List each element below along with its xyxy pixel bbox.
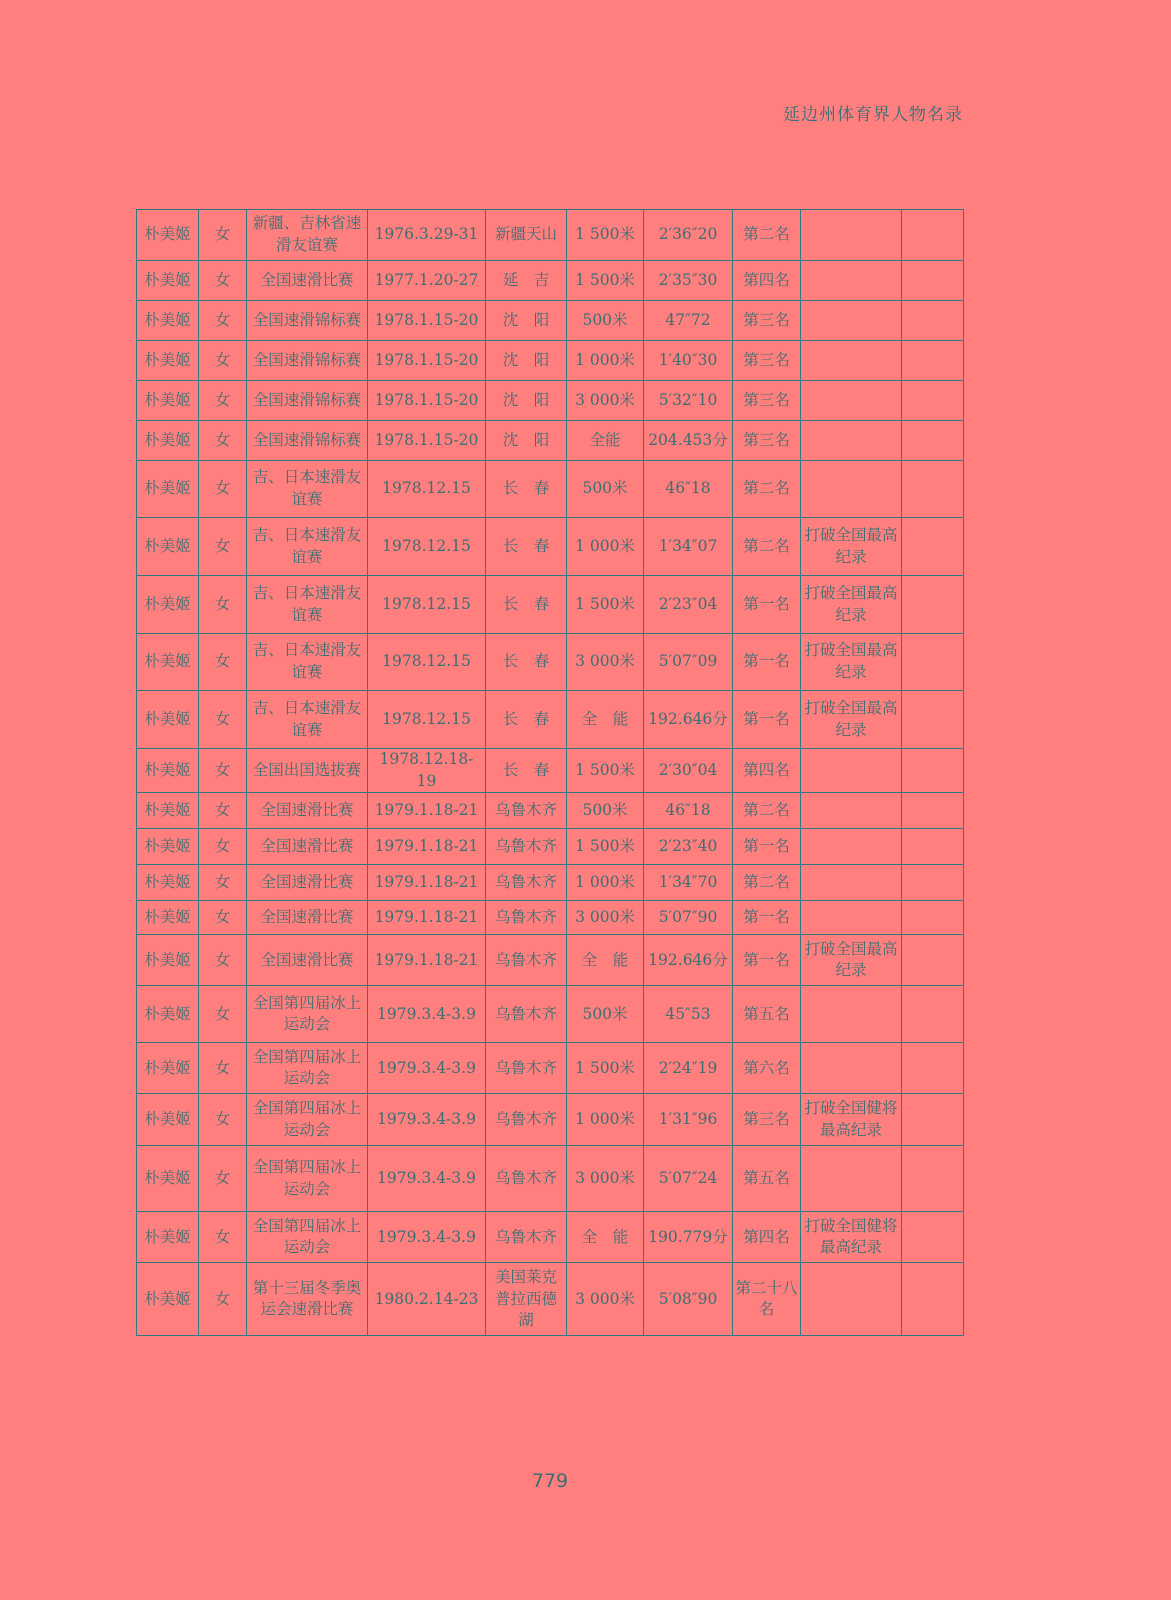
cell-blank bbox=[902, 1094, 964, 1146]
cell-blank bbox=[902, 1263, 964, 1336]
table-row bbox=[137, 341, 964, 381]
cell-name: 朴美姬 bbox=[137, 1212, 199, 1263]
cell-gender: 女 bbox=[199, 901, 247, 935]
table-row bbox=[137, 301, 964, 341]
cell-location: 乌鲁木齐 bbox=[486, 793, 567, 829]
cell-gender: 女 bbox=[199, 986, 247, 1043]
cell-note: 打破全国最高纪录 bbox=[801, 935, 902, 986]
cell-note: 打破全国最高纪录 bbox=[801, 576, 902, 634]
cell-name: 朴美姬 bbox=[137, 935, 199, 986]
cell-location: 乌鲁木齐 bbox=[486, 1043, 567, 1094]
cell-event: 全国第四届冰上运动会 bbox=[247, 1212, 368, 1263]
cell-distance: 500米 bbox=[567, 461, 644, 518]
cell-placing: 第三名 bbox=[733, 301, 801, 341]
cell-result: 46″18 bbox=[644, 461, 733, 518]
table-row bbox=[137, 901, 964, 935]
cell-blank bbox=[902, 986, 964, 1043]
table-row bbox=[137, 935, 964, 986]
cell-distance: 3 000米 bbox=[567, 1146, 644, 1212]
cell-name: 朴美姬 bbox=[137, 829, 199, 865]
cell-date: 1978.1.15-20 bbox=[368, 341, 486, 381]
cell-distance: 1 500米 bbox=[567, 749, 644, 793]
cell-date: 1979.3.4-3.9 bbox=[368, 1094, 486, 1146]
table-row bbox=[137, 261, 964, 301]
cell-event: 吉、日本速滑友谊赛 bbox=[247, 518, 368, 576]
cell-note bbox=[801, 461, 902, 518]
cell-date: 1979.3.4-3.9 bbox=[368, 986, 486, 1043]
cell-placing: 第一名 bbox=[733, 935, 801, 986]
cell-event: 全国速滑比赛 bbox=[247, 829, 368, 865]
cell-note bbox=[801, 829, 902, 865]
cell-distance: 1 500米 bbox=[567, 829, 644, 865]
cell-blank bbox=[902, 634, 964, 691]
cell-location: 乌鲁木齐 bbox=[486, 986, 567, 1043]
cell-name: 朴美姬 bbox=[137, 691, 199, 749]
cell-note bbox=[801, 381, 902, 421]
cell-result: 5′07″09 bbox=[644, 634, 733, 691]
cell-note bbox=[801, 210, 902, 261]
cell-location: 乌鲁木齐 bbox=[486, 935, 567, 986]
cell-result: 46″18 bbox=[644, 793, 733, 829]
cell-blank bbox=[902, 865, 964, 901]
cell-blank bbox=[902, 935, 964, 986]
cell-date: 1978.12.15 bbox=[368, 576, 486, 634]
cell-location: 乌鲁木齐 bbox=[486, 865, 567, 901]
cell-location: 沈 阳 bbox=[486, 341, 567, 381]
cell-result: 1′34″07 bbox=[644, 518, 733, 576]
running-head-title: 延边州体育界人物名录 bbox=[783, 105, 963, 125]
cell-distance: 3 000米 bbox=[567, 1263, 644, 1336]
cell-blank bbox=[902, 1146, 964, 1212]
cell-location: 新疆天山 bbox=[486, 210, 567, 261]
cell-gender: 女 bbox=[199, 865, 247, 901]
table-row bbox=[137, 1094, 964, 1146]
cell-name: 朴美姬 bbox=[137, 461, 199, 518]
cell-name: 朴美姬 bbox=[137, 301, 199, 341]
cell-event: 全国速滑比赛 bbox=[247, 865, 368, 901]
cell-result: 2′23″40 bbox=[644, 829, 733, 865]
cell-location: 长 春 bbox=[486, 518, 567, 576]
cell-blank bbox=[902, 210, 964, 261]
cell-distance: 1 500米 bbox=[567, 210, 644, 261]
cell-date: 1979.1.18-21 bbox=[368, 829, 486, 865]
cell-gender: 女 bbox=[199, 691, 247, 749]
cell-gender: 女 bbox=[199, 381, 247, 421]
cell-placing: 第四名 bbox=[733, 261, 801, 301]
cell-name: 朴美姬 bbox=[137, 749, 199, 793]
cell-note bbox=[801, 1146, 902, 1212]
cell-gender: 女 bbox=[199, 1263, 247, 1336]
cell-result: 192.646分 bbox=[644, 691, 733, 749]
cell-distance: 500米 bbox=[567, 301, 644, 341]
cell-name: 朴美姬 bbox=[137, 518, 199, 576]
cell-result: 2′24″19 bbox=[644, 1043, 733, 1094]
cell-date: 1979.3.4-3.9 bbox=[368, 1146, 486, 1212]
cell-distance: 全 能 bbox=[567, 935, 644, 986]
cell-date: 1979.1.18-21 bbox=[368, 793, 486, 829]
table-row bbox=[137, 986, 964, 1043]
cell-location: 沈 阳 bbox=[486, 421, 567, 461]
cell-blank bbox=[902, 1212, 964, 1263]
cell-event: 全国速滑锦标赛 bbox=[247, 301, 368, 341]
cell-note bbox=[801, 986, 902, 1043]
cell-date: 1978.1.15-20 bbox=[368, 381, 486, 421]
cell-note: 打破全国最高纪录 bbox=[801, 634, 902, 691]
cell-gender: 女 bbox=[199, 341, 247, 381]
cell-result: 5′07″90 bbox=[644, 901, 733, 935]
cell-blank bbox=[902, 901, 964, 935]
page-number: 779 bbox=[531, 1470, 569, 1492]
cell-blank bbox=[902, 829, 964, 865]
cell-gender: 女 bbox=[199, 301, 247, 341]
cell-location: 沈 阳 bbox=[486, 301, 567, 341]
cell-result: 2′23″04 bbox=[644, 576, 733, 634]
table-row bbox=[137, 691, 964, 749]
cell-date: 1979.3.4-3.9 bbox=[368, 1212, 486, 1263]
table-row bbox=[137, 461, 964, 518]
cell-name: 朴美姬 bbox=[137, 341, 199, 381]
cell-result: 1′31″96 bbox=[644, 1094, 733, 1146]
cell-date: 1979.1.18-21 bbox=[368, 935, 486, 986]
table-row bbox=[137, 1263, 964, 1336]
cell-blank bbox=[902, 576, 964, 634]
cell-gender: 女 bbox=[199, 1094, 247, 1146]
cell-name: 朴美姬 bbox=[137, 901, 199, 935]
cell-distance: 1 500米 bbox=[567, 1043, 644, 1094]
cell-placing: 第一名 bbox=[733, 829, 801, 865]
cell-distance: 1 000米 bbox=[567, 865, 644, 901]
cell-distance: 全 能 bbox=[567, 1212, 644, 1263]
cell-gender: 女 bbox=[199, 793, 247, 829]
cell-blank bbox=[902, 518, 964, 576]
cell-placing: 第三名 bbox=[733, 381, 801, 421]
cell-location: 乌鲁木齐 bbox=[486, 1094, 567, 1146]
cell-event: 吉、日本速滑友谊赛 bbox=[247, 576, 368, 634]
cell-event: 全国第四届冰上运动会 bbox=[247, 986, 368, 1043]
cell-placing: 第四名 bbox=[733, 1212, 801, 1263]
cell-gender: 女 bbox=[199, 461, 247, 518]
cell-note bbox=[801, 901, 902, 935]
cell-note bbox=[801, 793, 902, 829]
cell-result: 190.779分 bbox=[644, 1212, 733, 1263]
cell-date: 1980.2.14-23 bbox=[368, 1263, 486, 1336]
cell-gender: 女 bbox=[199, 518, 247, 576]
cell-blank bbox=[902, 749, 964, 793]
table-row bbox=[137, 749, 964, 793]
cell-result: 2′36″20 bbox=[644, 210, 733, 261]
cell-location: 乌鲁木齐 bbox=[486, 901, 567, 935]
cell-location: 长 春 bbox=[486, 576, 567, 634]
cell-event: 全国速滑比赛 bbox=[247, 261, 368, 301]
cell-event: 全国速滑锦标赛 bbox=[247, 421, 368, 461]
cell-date: 1978.12.18-19 bbox=[368, 749, 486, 793]
cell-location: 乌鲁木齐 bbox=[486, 1212, 567, 1263]
cell-distance: 3 000米 bbox=[567, 634, 644, 691]
cell-distance: 1 500米 bbox=[567, 261, 644, 301]
cell-note bbox=[801, 301, 902, 341]
table-row bbox=[137, 381, 964, 421]
cell-gender: 女 bbox=[199, 1043, 247, 1094]
cell-gender: 女 bbox=[199, 576, 247, 634]
cell-event: 全国速滑比赛 bbox=[247, 793, 368, 829]
cell-date: 1979.1.18-21 bbox=[368, 901, 486, 935]
cell-note: 打破全国最高纪录 bbox=[801, 518, 902, 576]
cell-placing: 第五名 bbox=[733, 986, 801, 1043]
cell-distance: 3 000米 bbox=[567, 901, 644, 935]
cell-placing: 第二名 bbox=[733, 793, 801, 829]
cell-placing: 第一名 bbox=[733, 901, 801, 935]
cell-placing: 第二名 bbox=[733, 518, 801, 576]
cell-name: 朴美姬 bbox=[137, 261, 199, 301]
cell-placing: 第二名 bbox=[733, 210, 801, 261]
cell-name: 朴美姬 bbox=[137, 576, 199, 634]
table-row bbox=[137, 1212, 964, 1263]
cell-event: 全国第四届冰上运动会 bbox=[247, 1043, 368, 1094]
cell-placing: 第六名 bbox=[733, 1043, 801, 1094]
cell-distance: 1 000米 bbox=[567, 1094, 644, 1146]
cell-placing: 第二名 bbox=[733, 461, 801, 518]
cell-gender: 女 bbox=[199, 261, 247, 301]
cell-date: 1978.1.15-20 bbox=[368, 421, 486, 461]
cell-note: 打破全国健将最高纪录 bbox=[801, 1212, 902, 1263]
cell-note bbox=[801, 421, 902, 461]
cell-distance: 500米 bbox=[567, 793, 644, 829]
cell-blank bbox=[902, 301, 964, 341]
cell-blank bbox=[902, 793, 964, 829]
cell-gender: 女 bbox=[199, 1146, 247, 1212]
cell-name: 朴美姬 bbox=[137, 1263, 199, 1336]
cell-blank bbox=[902, 341, 964, 381]
cell-event: 吉、日本速滑友谊赛 bbox=[247, 691, 368, 749]
cell-event: 全国速滑锦标赛 bbox=[247, 381, 368, 421]
cell-result: 5′08″90 bbox=[644, 1263, 733, 1336]
cell-placing: 第五名 bbox=[733, 1146, 801, 1212]
cell-gender: 女 bbox=[199, 829, 247, 865]
cell-blank bbox=[902, 421, 964, 461]
cell-result: 2′30″04 bbox=[644, 749, 733, 793]
cell-name: 朴美姬 bbox=[137, 865, 199, 901]
cell-placing: 第二名 bbox=[733, 865, 801, 901]
cell-distance: 全能 bbox=[567, 421, 644, 461]
table-row bbox=[137, 576, 964, 634]
cell-name: 朴美姬 bbox=[137, 986, 199, 1043]
cell-gender: 女 bbox=[199, 210, 247, 261]
cell-event: 全国速滑比赛 bbox=[247, 901, 368, 935]
cell-gender: 女 bbox=[199, 749, 247, 793]
cell-result: 5′07″24 bbox=[644, 1146, 733, 1212]
cell-distance: 1 000米 bbox=[567, 518, 644, 576]
cell-blank bbox=[902, 261, 964, 301]
cell-note bbox=[801, 1263, 902, 1336]
cell-event: 第十三届冬季奥运会速滑比赛 bbox=[247, 1263, 368, 1336]
cell-placing: 第三名 bbox=[733, 421, 801, 461]
cell-event: 全国速滑比赛 bbox=[247, 935, 368, 986]
cell-placing: 第一名 bbox=[733, 691, 801, 749]
table-row bbox=[137, 518, 964, 576]
cell-event: 新疆、吉林省速滑友谊赛 bbox=[247, 210, 368, 261]
cell-name: 朴美姬 bbox=[137, 421, 199, 461]
cell-result: 1′34″70 bbox=[644, 865, 733, 901]
table-row bbox=[137, 421, 964, 461]
cell-placing: 第一名 bbox=[733, 576, 801, 634]
cell-location: 长 春 bbox=[486, 461, 567, 518]
cell-location: 长 春 bbox=[486, 749, 567, 793]
cell-distance: 全 能 bbox=[567, 691, 644, 749]
cell-event: 全国速滑锦标赛 bbox=[247, 341, 368, 381]
cell-name: 朴美姬 bbox=[137, 634, 199, 691]
cell-name: 朴美姬 bbox=[137, 1146, 199, 1212]
cell-name: 朴美姬 bbox=[137, 210, 199, 261]
cell-gender: 女 bbox=[199, 1212, 247, 1263]
cell-distance: 500米 bbox=[567, 986, 644, 1043]
cell-result: 192.646分 bbox=[644, 935, 733, 986]
cell-name: 朴美姬 bbox=[137, 1043, 199, 1094]
cell-date: 1978.12.15 bbox=[368, 461, 486, 518]
cell-gender: 女 bbox=[199, 421, 247, 461]
cell-distance: 1 000米 bbox=[567, 341, 644, 381]
cell-distance: 1 500米 bbox=[567, 576, 644, 634]
cell-location: 长 春 bbox=[486, 634, 567, 691]
cell-name: 朴美姬 bbox=[137, 381, 199, 421]
cell-placing: 第四名 bbox=[733, 749, 801, 793]
cell-blank bbox=[902, 381, 964, 421]
cell-location: 乌鲁木齐 bbox=[486, 829, 567, 865]
cell-date: 1979.3.4-3.9 bbox=[368, 1043, 486, 1094]
table-row bbox=[137, 1043, 964, 1094]
cell-result: 47″72 bbox=[644, 301, 733, 341]
cell-location: 延 吉 bbox=[486, 261, 567, 301]
cell-placing: 第二十八名 bbox=[733, 1263, 801, 1336]
cell-note bbox=[801, 749, 902, 793]
table-row bbox=[137, 634, 964, 691]
cell-date: 1978.1.15-20 bbox=[368, 301, 486, 341]
cell-name: 朴美姬 bbox=[137, 793, 199, 829]
cell-location: 长 春 bbox=[486, 691, 567, 749]
cell-blank bbox=[902, 461, 964, 518]
cell-note bbox=[801, 1043, 902, 1094]
cell-placing: 第一名 bbox=[733, 634, 801, 691]
cell-date: 1978.12.15 bbox=[368, 634, 486, 691]
cell-date: 1979.1.18-21 bbox=[368, 865, 486, 901]
cell-result: 1′40″30 bbox=[644, 341, 733, 381]
cell-distance: 3 000米 bbox=[567, 381, 644, 421]
table-row bbox=[137, 829, 964, 865]
records-table bbox=[136, 209, 964, 1336]
cell-result: 204.453分 bbox=[644, 421, 733, 461]
cell-placing: 第三名 bbox=[733, 341, 801, 381]
table-row bbox=[137, 793, 964, 829]
cell-event: 全国第四届冰上运动会 bbox=[247, 1146, 368, 1212]
cell-result: 45″53 bbox=[644, 986, 733, 1043]
cell-event: 全国出国选拔赛 bbox=[247, 749, 368, 793]
cell-date: 1978.12.15 bbox=[368, 691, 486, 749]
cell-date: 1976.3.29-31 bbox=[368, 210, 486, 261]
cell-event: 全国第四届冰上运动会 bbox=[247, 1094, 368, 1146]
cell-location: 沈 阳 bbox=[486, 381, 567, 421]
cell-note: 打破全国最高纪录 bbox=[801, 691, 902, 749]
cell-date: 1977.1.20-27 bbox=[368, 261, 486, 301]
cell-location: 美国莱克普拉西德湖 bbox=[486, 1263, 567, 1336]
cell-gender: 女 bbox=[199, 634, 247, 691]
cell-blank bbox=[902, 691, 964, 749]
cell-name: 朴美姬 bbox=[137, 1094, 199, 1146]
cell-note bbox=[801, 261, 902, 301]
cell-date: 1978.12.15 bbox=[368, 518, 486, 576]
cell-blank bbox=[902, 1043, 964, 1094]
cell-result: 2′35″30 bbox=[644, 261, 733, 301]
cell-placing: 第三名 bbox=[733, 1094, 801, 1146]
table-row bbox=[137, 865, 964, 901]
table-row bbox=[137, 1146, 964, 1212]
cell-note bbox=[801, 865, 902, 901]
cell-result: 5′32″10 bbox=[644, 381, 733, 421]
cell-event: 吉、日本速滑友谊赛 bbox=[247, 461, 368, 518]
table-row bbox=[137, 210, 964, 261]
cell-event: 吉、日本速滑友谊赛 bbox=[247, 634, 368, 691]
cell-location: 乌鲁木齐 bbox=[486, 1146, 567, 1212]
cell-gender: 女 bbox=[199, 935, 247, 986]
cell-note: 打破全国健将最高纪录 bbox=[801, 1094, 902, 1146]
cell-note bbox=[801, 341, 902, 381]
